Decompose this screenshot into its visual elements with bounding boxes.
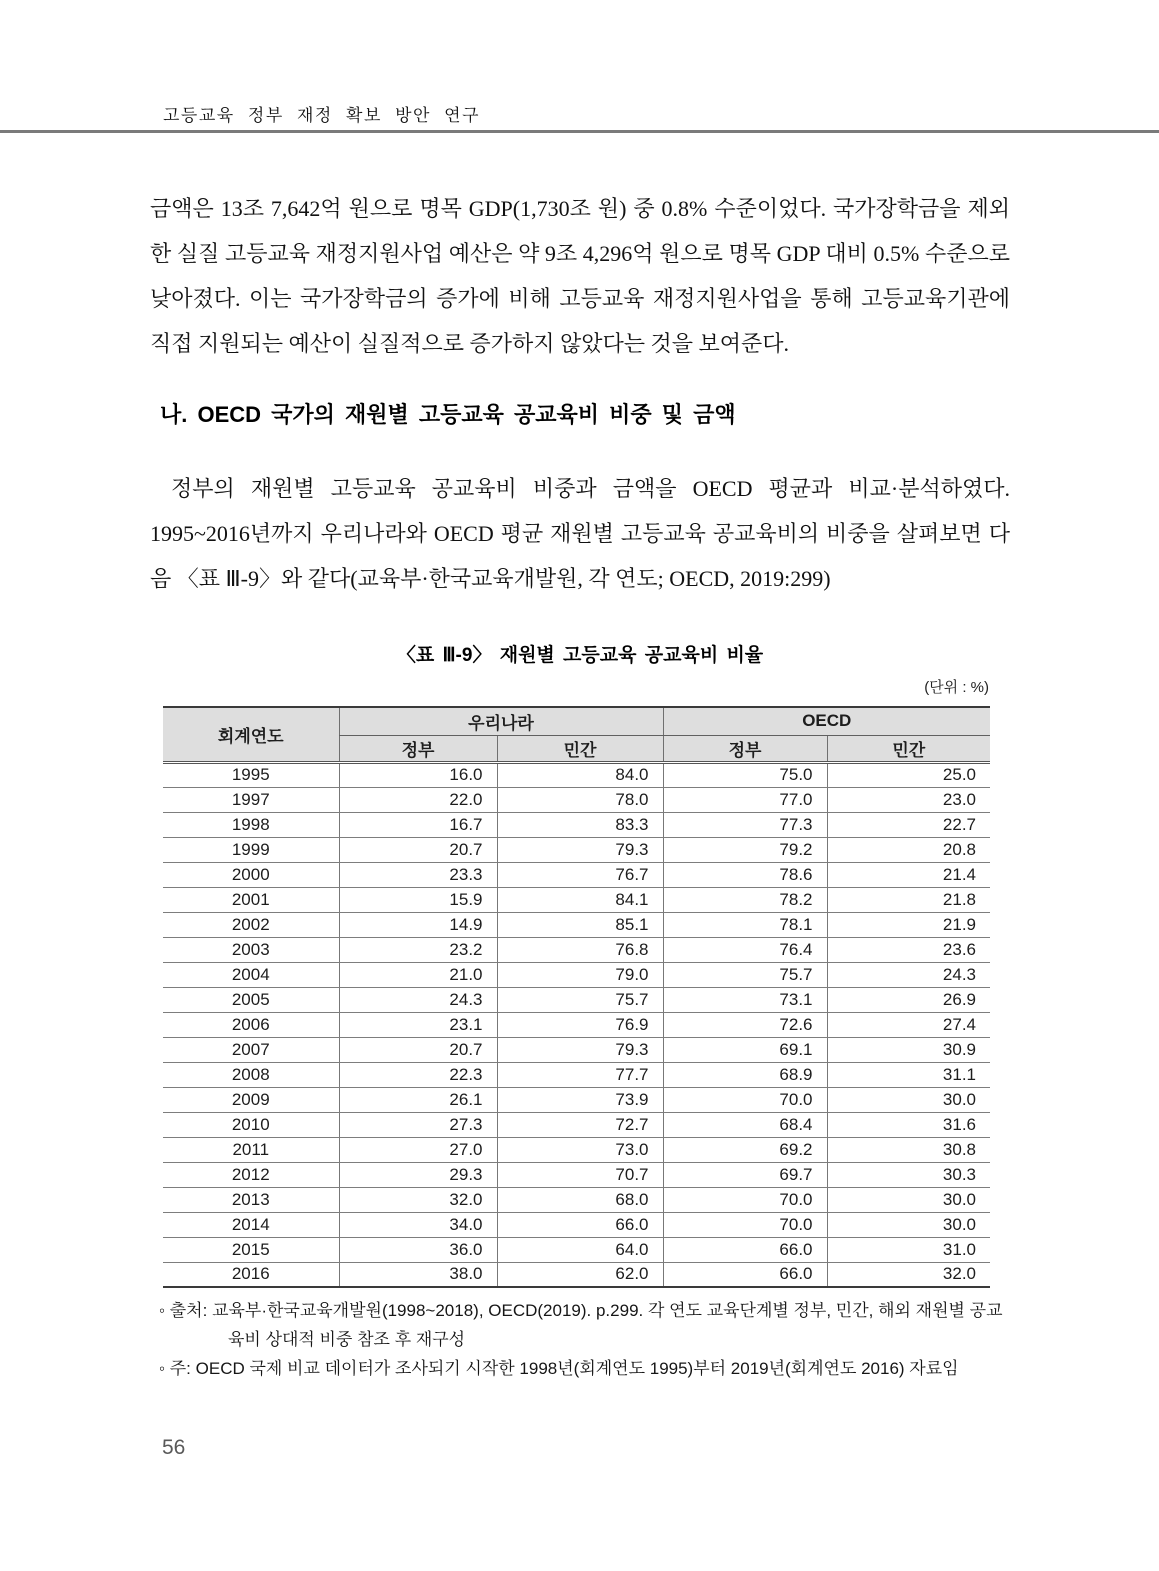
value-cell: 76.9 (497, 1012, 663, 1037)
value-cell: 31.6 (827, 1112, 990, 1137)
value-cell: 78.6 (663, 862, 827, 887)
year-cell: 2007 (163, 1037, 339, 1062)
table-header-group-row (163, 707, 990, 735)
value-cell: 23.1 (339, 1012, 497, 1037)
year-cell: 2006 (163, 1012, 339, 1037)
value-cell: 21.0 (339, 962, 497, 987)
value-cell: 23.2 (339, 937, 497, 962)
value-cell: 66.0 (663, 1262, 827, 1287)
year-cell: 2008 (163, 1062, 339, 1087)
value-cell: 77.3 (663, 812, 827, 837)
value-cell: 27.3 (339, 1112, 497, 1137)
value-cell: 66.0 (497, 1212, 663, 1237)
table-unit-label: (단위 : %) (924, 679, 989, 696)
year-cell: 2010 (163, 1112, 339, 1137)
value-cell: 70.0 (663, 1087, 827, 1112)
value-cell: 23.0 (827, 787, 990, 812)
year-cell: 1997 (163, 787, 339, 812)
table-caption: 〈표 Ⅲ-9〉 재원별 고등교육 공교육비 비율 (396, 645, 764, 666)
year-cell: 2003 (163, 937, 339, 962)
table-row (163, 837, 990, 862)
table-row (163, 1162, 990, 1187)
value-cell: 30.0 (827, 1087, 990, 1112)
value-cell: 23.6 (827, 937, 990, 962)
value-cell: 70.7 (497, 1162, 663, 1187)
header-korea-gov: 정부 (339, 735, 497, 762)
value-cell: 14.9 (339, 912, 497, 937)
footnote-source (159, 1296, 1018, 1354)
table-row (163, 1187, 990, 1212)
value-cell: 31.1 (827, 1062, 990, 1087)
table-row (163, 1237, 990, 1262)
value-cell: 27.4 (827, 1012, 990, 1037)
value-cell: 20.7 (339, 837, 497, 862)
value-cell: 30.9 (827, 1037, 990, 1062)
value-cell: 20.8 (827, 837, 990, 862)
value-cell: 22.7 (827, 812, 990, 837)
year-cell: 2002 (163, 912, 339, 937)
value-cell: 32.0 (339, 1187, 497, 1212)
value-cell: 22.0 (339, 787, 497, 812)
value-cell: 20.7 (339, 1037, 497, 1062)
value-cell: 83.3 (497, 812, 663, 837)
value-cell: 72.7 (497, 1112, 663, 1137)
value-cell: 62.0 (497, 1262, 663, 1287)
value-cell: 25.0 (827, 762, 990, 787)
value-cell: 84.1 (497, 887, 663, 912)
value-cell: 84.0 (497, 762, 663, 787)
footnote-note-label: ◦ 주: (159, 1359, 191, 1378)
running-header: 고등교육 정부 재정 확보 방안 연구 (163, 106, 481, 125)
footnote-note (159, 1354, 1018, 1383)
year-cell: 2000 (163, 862, 339, 887)
value-cell: 30.3 (827, 1162, 990, 1187)
year-cell: 2011 (163, 1137, 339, 1162)
value-cell: 68.0 (497, 1187, 663, 1212)
table-row (163, 1012, 990, 1037)
body-paragraph-1: 금액은 13조 7,642억 원으로 명목 GDP(1,730조 원) 중 0.8% 수준이었다. 국가장학금을 제외한 실질 고등교육 재정지원사업 예산은 약 9조 4,296억 원으로 명목 GDP 대비 0.5% 수준으로 낮아졌다. 이는 국가장학금의 증가에 비해 고등교육 재정지원사업을 통해 고등교육기관에 직접 지원되는 예산이 실질적으로 증가하지 않았다는 것을 보여준다. (150, 196, 1010, 356)
value-cell: 79.0 (497, 962, 663, 987)
value-cell: 16.0 (339, 762, 497, 787)
table-row (163, 1062, 990, 1087)
value-cell: 76.4 (663, 937, 827, 962)
value-cell: 76.7 (497, 862, 663, 887)
value-cell: 77.7 (497, 1062, 663, 1087)
value-cell: 34.0 (339, 1212, 497, 1237)
year-cell: 2012 (163, 1162, 339, 1187)
value-cell: 64.0 (497, 1237, 663, 1262)
table-row (163, 912, 990, 937)
value-cell: 79.2 (663, 837, 827, 862)
value-cell: 79.3 (497, 1037, 663, 1062)
table-footnotes (150, 1296, 1018, 1383)
table-row (163, 862, 990, 887)
body-paragraph-2: 정부의 재원별 고등교육 공교육비 비중과 금액을 OECD 평균과 비교·분석하였다. 1995~2016년까지 우리나라와 OECD 평균 재원별 고등교육 공교육비의 비중을 살펴보면 다음 〈표 Ⅲ-9〉와 같다(교육부·한국교육개발원, 각 연도; OECD, 2019:299) (150, 476, 1010, 591)
value-cell: 27.0 (339, 1137, 497, 1162)
value-cell: 70.0 (663, 1212, 827, 1237)
header-oecd-private: 민간 (827, 735, 990, 762)
table-row (163, 787, 990, 812)
footnote-note-text: OECD 국제 비교 데이터가 조사되기 시작한 1998년(회계연도 1995)부터 2019년(회계연도 2016) 자료임 (195, 1359, 959, 1378)
value-cell: 69.2 (663, 1137, 827, 1162)
table-row (163, 1087, 990, 1112)
year-cell: 2009 (163, 1087, 339, 1112)
value-cell: 38.0 (339, 1262, 497, 1287)
value-cell: 78.0 (497, 787, 663, 812)
table-row (163, 937, 990, 962)
table-row (163, 1037, 990, 1062)
year-cell: 2013 (163, 1187, 339, 1212)
public-education-expense-table (163, 706, 990, 1288)
header-year: 회계연도 (163, 707, 339, 762)
value-cell: 15.9 (339, 887, 497, 912)
value-cell: 36.0 (339, 1237, 497, 1262)
value-cell: 68.9 (663, 1062, 827, 1087)
table-row (163, 762, 990, 787)
value-cell: 22.3 (339, 1062, 497, 1087)
value-cell: 72.6 (663, 1012, 827, 1037)
value-cell: 69.7 (663, 1162, 827, 1187)
table-row (163, 987, 990, 1012)
value-cell: 73.1 (663, 987, 827, 1012)
table-body (163, 762, 990, 1287)
table-row (163, 887, 990, 912)
footnote-source-text: 교육부·한국교육개발원(1998~2018), OECD(2019). p.299. 각 연도 교육단계별 정부, 민간, 해외 재원별 공교육비 상대적 비중 참조 후 재구성 (212, 1301, 1003, 1349)
value-cell: 23.3 (339, 862, 497, 887)
table-row (163, 1137, 990, 1162)
header-oecd-gov: 정부 (663, 735, 827, 762)
value-cell: 79.3 (497, 837, 663, 862)
year-cell: 1995 (163, 762, 339, 787)
table-row (163, 1112, 990, 1137)
value-cell: 75.7 (663, 962, 827, 987)
value-cell: 69.1 (663, 1037, 827, 1062)
year-cell: 2001 (163, 887, 339, 912)
value-cell: 29.3 (339, 1162, 497, 1187)
footnote-source-label: ◦ 출처: (159, 1301, 208, 1320)
table-row (163, 1212, 990, 1237)
value-cell: 73.0 (497, 1137, 663, 1162)
value-cell: 30.8 (827, 1137, 990, 1162)
value-cell: 21.4 (827, 862, 990, 887)
table-row (163, 812, 990, 837)
value-cell: 26.9 (827, 987, 990, 1012)
year-cell: 2005 (163, 987, 339, 1012)
value-cell: 66.0 (663, 1237, 827, 1262)
year-cell: 2004 (163, 962, 339, 987)
year-cell: 2014 (163, 1212, 339, 1237)
table-row (163, 1262, 990, 1287)
value-cell: 30.0 (827, 1187, 990, 1212)
value-cell: 85.1 (497, 912, 663, 937)
value-cell: 76.8 (497, 937, 663, 962)
value-cell: 78.2 (663, 887, 827, 912)
value-cell: 24.3 (827, 962, 990, 987)
value-cell: 21.9 (827, 912, 990, 937)
value-cell: 68.4 (663, 1112, 827, 1137)
value-cell: 32.0 (827, 1262, 990, 1287)
value-cell: 78.1 (663, 912, 827, 937)
page-number: 56 (162, 1436, 186, 1459)
table-header (163, 707, 990, 762)
header-group-korea: 우리나라 (339, 707, 663, 735)
value-cell: 26.1 (339, 1087, 497, 1112)
value-cell: 21.8 (827, 887, 990, 912)
value-cell: 75.7 (497, 987, 663, 1012)
value-cell: 30.0 (827, 1212, 990, 1237)
header-divider (0, 130, 1159, 133)
value-cell: 31.0 (827, 1237, 990, 1262)
value-cell: 77.0 (663, 787, 827, 812)
value-cell: 73.9 (497, 1087, 663, 1112)
header-group-oecd: OECD (663, 707, 990, 735)
year-cell: 1999 (163, 837, 339, 862)
section-heading: 나. OECD 국가의 재원별 고등교육 공교육비 비중 및 금액 (160, 402, 736, 427)
header-korea-private: 민간 (497, 735, 663, 762)
value-cell: 16.7 (339, 812, 497, 837)
value-cell: 24.3 (339, 987, 497, 1012)
value-cell: 75.0 (663, 762, 827, 787)
year-cell: 2015 (163, 1237, 339, 1262)
year-cell: 2016 (163, 1262, 339, 1287)
value-cell: 70.0 (663, 1187, 827, 1212)
year-cell: 1998 (163, 812, 339, 837)
table-row (163, 962, 990, 987)
